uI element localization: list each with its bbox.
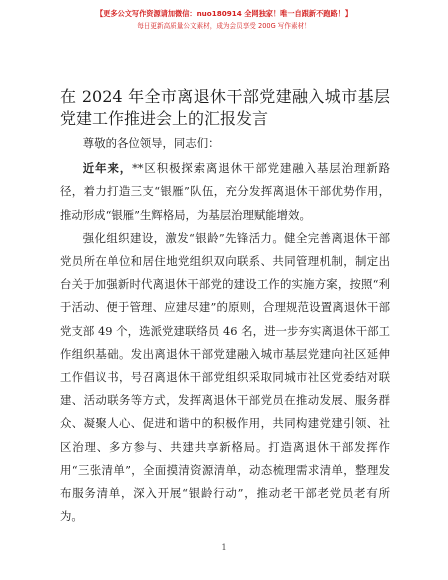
paragraph-1-lead: 近年来，	[82, 161, 133, 176]
greeting	[60, 132, 390, 155]
paragraph-1-text: **区积极探索离退休干部党建融入基层治理新路径，着力打造三支“银雁”队伍，充分发挥离退休干部优势作用，推动形成“银雁”生辉格局，为基层治理赋能增效。	[60, 161, 390, 222]
promo-banner-line2: 每日更新高质量公文素材，成为会员享受 200G 写作素材！	[137, 22, 311, 30]
greeting-text: 尊敬的各位领导，同志们：	[82, 136, 220, 150]
paragraph-2-text: 强化组织建设，激发“银龄”先锋活力。健全完善离退休干部党员所在单位和居住地党组织双向联系、共同管理机制，制定出台关于加强新时代离退休干部党的建设工作的实施方案，按照“利于活动、便于管理、应建尽建”的原则，合理规范设置离退休干部党支部 49 个，选派党建联络员 46 名，进一步夯实离退休干部工作组织基础。发出离退休干部党建融入城市基层党建向社区延伸工作倡议书，号召离退休干部党组织采取同城市社区党委结对联建、活动联务等方式，发挥离退休干部党员在推动发展、服务群众、凝聚人心、促进和谐中的积极作用，共同构建党建引领、社区治理、多方参与、共建共享新格局。打造离退休干部发挥作用“三张清单”，全面摸清资源清单，动态梳理需求清单，整理发布服务清单，深入开展“银龄行动”，推动老干部老党员老有所为。	[60, 230, 390, 524]
page-number: 1	[221, 543, 227, 552]
promo-banner-line1: 【更多公文写作资源请加微信：nuo180914 全网独家！唯一自跟新不跑路！】	[95, 9, 353, 18]
promo-banner	[0, 8, 448, 32]
document-title: 在 2024 年全市离退休干部党建融入城市基层党建工作推进会上的汇报发言	[60, 87, 390, 128]
body-paragraph-1	[60, 157, 390, 227]
body-paragraph-2	[60, 227, 390, 529]
document-body	[60, 132, 390, 528]
